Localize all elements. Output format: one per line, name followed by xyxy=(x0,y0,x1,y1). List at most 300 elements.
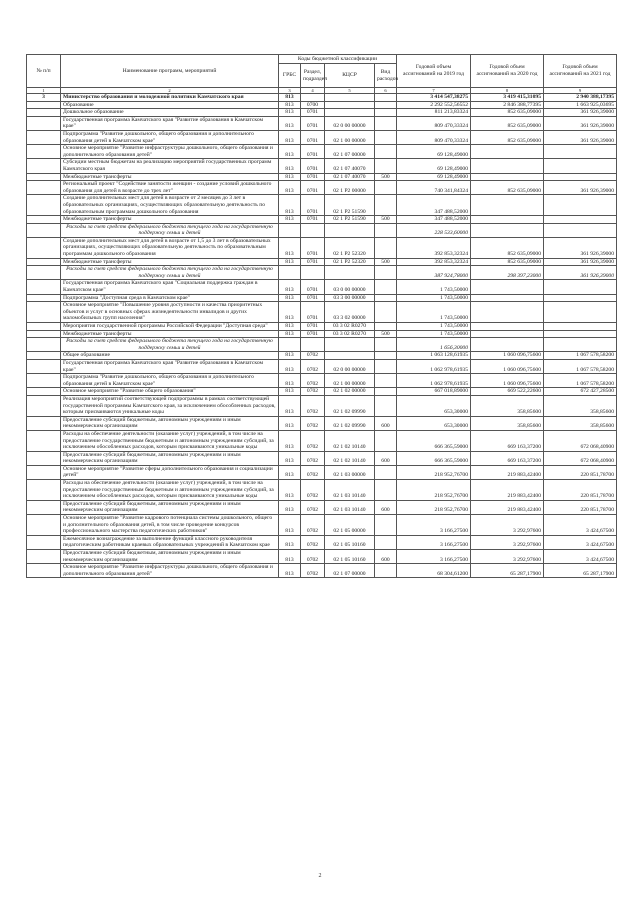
row-vr xyxy=(375,195,397,216)
row-amount-2019: 69 128,49000 xyxy=(397,159,471,173)
row-amount-2021: 361 926,39000 xyxy=(544,130,617,144)
header-2020: Годовой объем ассигнований на 2020 год xyxy=(471,55,544,88)
row-rz: 0701 xyxy=(301,258,325,266)
row-vr xyxy=(375,465,397,479)
row-rz: 0700 xyxy=(301,101,325,109)
row-amount-2020: 852 635,09000 xyxy=(471,258,544,266)
row-csr xyxy=(325,338,375,352)
row-name: Основное мероприятие "Развитие инфраструктуры дошкольного, общего образования и дополнительного образования детей" xyxy=(61,145,279,159)
index-cell: 5 xyxy=(325,88,375,94)
index-cell: 1 xyxy=(27,88,61,94)
row-vr xyxy=(375,116,397,130)
row-number xyxy=(27,430,61,451)
row-csr xyxy=(325,223,375,237)
row-number xyxy=(27,330,61,338)
table-row xyxy=(27,338,617,352)
row-amount-2020: 852 635,09000 xyxy=(471,181,544,195)
row-number xyxy=(27,258,61,266)
row-rz: 0702 xyxy=(301,500,325,514)
row-csr: 02 1 07 40070 xyxy=(325,159,375,173)
table-row xyxy=(27,173,617,181)
row-amount-2019: 347 488,52000 xyxy=(397,216,471,224)
row-csr: 02 1 07 00000 xyxy=(325,564,375,578)
row-name: Предоставление субсидий бюджетным, автономным учреждениям и иным некоммерческим организациям xyxy=(61,451,279,465)
row-amount-2019: 228 533,60000 xyxy=(397,223,471,237)
row-csr: 02 1 02 10140 xyxy=(325,430,375,451)
table-row xyxy=(27,430,617,451)
budget-document-page xyxy=(26,54,616,578)
row-amount-2019: 1 743,50000 xyxy=(397,280,471,294)
row-csr: 02 1 07 40070 xyxy=(325,173,375,181)
row-rz: 0702 xyxy=(301,451,325,465)
row-csr: 02 1 07 00000 xyxy=(325,145,375,159)
row-number xyxy=(27,181,61,195)
row-rz: 0702 xyxy=(301,515,325,536)
row-number xyxy=(27,416,61,430)
row-amount-2020: 852 635,09000 xyxy=(471,130,544,144)
row-vr xyxy=(375,101,397,109)
row-vr xyxy=(375,388,397,396)
row-csr: 03 0 00 00000 xyxy=(325,280,375,294)
row-grbs: 813 xyxy=(279,159,301,173)
row-number xyxy=(27,173,61,181)
row-amount-2019: 69 128,49000 xyxy=(397,145,471,159)
row-amount-2019: 218 952,76700 xyxy=(397,465,471,479)
row-amount-2021: 220 851,78700 xyxy=(544,465,617,479)
header-rz: Раздел, подраздел xyxy=(301,64,325,88)
row-grbs: 813 xyxy=(279,237,301,258)
row-amount-2020: 3 292,97600 xyxy=(471,550,544,564)
row-rz: 0701 xyxy=(301,330,325,338)
table-row xyxy=(27,101,617,109)
row-grbs: 813 xyxy=(279,323,301,331)
row-csr xyxy=(325,109,375,117)
row-vr xyxy=(375,237,397,258)
row-csr: 02 1 05 00000 xyxy=(325,515,375,536)
row-grbs: 813 xyxy=(279,145,301,159)
row-grbs: 813 xyxy=(279,430,301,451)
table-row xyxy=(27,330,617,338)
row-name: Расходы на обеспечение деятельности (оказание услуг) учреждений, в том числе на предоставление государственным бюджетным и автономным учреждениям субсидий, за исключением обособленных расходов, которым присваиваются уникальные коды xyxy=(61,480,279,501)
table-row xyxy=(27,266,617,280)
row-number xyxy=(27,564,61,578)
table-row xyxy=(27,130,617,144)
row-vr xyxy=(375,338,397,352)
row-vr xyxy=(375,94,397,102)
table-row xyxy=(27,280,617,294)
row-rz: 0702 xyxy=(301,480,325,501)
row-amount-2020: 219 883,42400 xyxy=(471,465,544,479)
row-name: Основное мероприятие "Повышение уровня доступности и качества приоритетных объектов и услуг в основных сферах жизнедеятельности инвалидов и других маломобильных групп населения" xyxy=(61,302,279,323)
row-amount-2019: 667 018,89000 xyxy=(397,388,471,396)
header-codes-group: Коды бюджетной классификации xyxy=(279,55,397,64)
row-number xyxy=(27,266,61,280)
row-name: Дошкольное образование xyxy=(61,109,279,117)
row-amount-2019: 1 743,50000 xyxy=(397,294,471,302)
row-amount-2021 xyxy=(544,195,617,216)
table-row xyxy=(27,388,617,396)
row-amount-2020: 3 292,97600 xyxy=(471,515,544,536)
row-rz: 0702 xyxy=(301,465,325,479)
row-csr: 02 1 02 09990 xyxy=(325,416,375,430)
row-amount-2021: 65 287,17900 xyxy=(544,564,617,578)
table-row xyxy=(27,323,617,331)
table-row xyxy=(27,145,617,159)
table-row xyxy=(27,294,617,302)
row-csr: 02 1 02 10140 xyxy=(325,451,375,465)
row-amount-2020: 669 163,37200 xyxy=(471,451,544,465)
row-amount-2019: 392 853,32324 xyxy=(397,237,471,258)
table-row xyxy=(27,237,617,258)
page-number: 2 xyxy=(318,873,322,879)
row-rz: 0702 xyxy=(301,395,325,416)
row-grbs: 813 xyxy=(279,258,301,266)
row-name: Субсидии местным бюджетам на реализацию мероприятий государственных программ Камчатского края xyxy=(61,159,279,173)
header-name: Наименование программ, мероприятий xyxy=(61,55,279,88)
row-name: Подпрограмма "Развитие дошкольного, общего образования и дополнительного образования детей в Камчатском крае" xyxy=(61,130,279,144)
row-vr xyxy=(375,266,397,280)
row-name: Создание дополнительных мест для детей в возрасте от 2 месяцев до 3 лет в образовательных организациях, осуществляющих образовательную деятельность по образовательным программам дошкольного образования xyxy=(61,195,279,216)
table-row xyxy=(27,216,617,224)
table-row xyxy=(27,258,617,266)
header-grbs: ГРБС xyxy=(279,64,301,88)
row-rz: 0702 xyxy=(301,388,325,396)
index-cell: 6 xyxy=(375,88,397,94)
row-csr: 03 3 02 00000 xyxy=(325,302,375,323)
row-vr xyxy=(375,515,397,536)
row-grbs xyxy=(279,338,301,352)
row-csr: 02 1 P2 52320 xyxy=(325,237,375,258)
row-number xyxy=(27,302,61,323)
row-grbs: 813 xyxy=(279,564,301,578)
row-number xyxy=(27,388,61,396)
row-amount-2021: 2 940 388,17395 xyxy=(544,94,617,102)
row-amount-2020: 1 060 096,75600 xyxy=(471,359,544,373)
row-rz: 0702 xyxy=(301,430,325,451)
row-name: Межбюджетные трансферты xyxy=(61,330,279,338)
row-rz: 0702 xyxy=(301,564,325,578)
row-vr: 500 xyxy=(375,330,397,338)
row-grbs: 813 xyxy=(279,352,301,360)
row-number xyxy=(27,159,61,173)
row-amount-2020: 65 287,17900 xyxy=(471,564,544,578)
table-row xyxy=(27,302,617,323)
table-row xyxy=(27,109,617,117)
row-amount-2021 xyxy=(544,338,617,352)
row-rz: 0701 xyxy=(301,181,325,195)
row-grbs xyxy=(279,223,301,237)
row-rz: 0701 xyxy=(301,109,325,117)
row-number xyxy=(27,323,61,331)
row-name: Основное мероприятие "Развитие общего образования" xyxy=(61,388,279,396)
row-vr xyxy=(375,480,397,501)
row-grbs: 813 xyxy=(279,195,301,216)
header-csr: КЦСР xyxy=(325,64,375,88)
row-number xyxy=(27,223,61,237)
row-rz: 0701 xyxy=(301,195,325,216)
row-number xyxy=(27,338,61,352)
row-csr: 02 1 02 00000 xyxy=(325,388,375,396)
row-rz: 0701 xyxy=(301,145,325,159)
row-number xyxy=(27,395,61,416)
row-vr: 500 xyxy=(375,173,397,181)
table-row xyxy=(27,416,617,430)
table-row xyxy=(27,116,617,130)
row-rz: 0701 xyxy=(301,216,325,224)
row-number xyxy=(27,116,61,130)
row-vr: 600 xyxy=(375,500,397,514)
table-row xyxy=(27,550,617,564)
row-vr: 600 xyxy=(375,416,397,430)
row-amount-2019: 666 365,59000 xyxy=(397,430,471,451)
row-rz xyxy=(301,266,325,280)
row-amount-2020 xyxy=(471,330,544,338)
row-number xyxy=(27,451,61,465)
row-amount-2019: 3 166,27500 xyxy=(397,535,471,549)
row-amount-2020: 219 883,42400 xyxy=(471,500,544,514)
row-amount-2019: 666 365,59000 xyxy=(397,451,471,465)
row-rz: 0701 xyxy=(301,280,325,294)
row-rz xyxy=(301,223,325,237)
row-vr xyxy=(375,430,397,451)
row-grbs: 813 xyxy=(279,500,301,514)
row-grbs: 813 xyxy=(279,465,301,479)
row-grbs: 813 xyxy=(279,330,301,338)
index-cell: 2 xyxy=(61,88,279,94)
row-grbs: 813 xyxy=(279,451,301,465)
row-number xyxy=(27,280,61,294)
row-grbs: 813 xyxy=(279,109,301,117)
row-rz xyxy=(301,94,325,102)
row-number xyxy=(27,480,61,501)
row-csr: 03 3 02 R0270 xyxy=(325,323,375,331)
row-amount-2020 xyxy=(471,223,544,237)
table-body xyxy=(27,94,617,578)
table-row xyxy=(27,451,617,465)
row-vr xyxy=(375,323,397,331)
row-rz: 0702 xyxy=(301,352,325,360)
row-rz: 0701 xyxy=(301,294,325,302)
row-name: Межбюджетные трансферты xyxy=(61,216,279,224)
table-row xyxy=(27,515,617,536)
row-csr: 02 1 03 00000 xyxy=(325,465,375,479)
row-vr: 600 xyxy=(375,550,397,564)
row-amount-2020 xyxy=(471,338,544,352)
row-amount-2019: 1 656,30000 xyxy=(397,338,471,352)
row-name: Межбюджетные трансферты xyxy=(61,258,279,266)
row-amount-2019: 1 743,50000 xyxy=(397,323,471,331)
row-vr xyxy=(375,374,397,388)
row-rz: 0701 xyxy=(301,237,325,258)
row-grbs: 813 xyxy=(279,94,301,102)
row-rz xyxy=(301,338,325,352)
row-amount-2019: 3 414 547,38275 xyxy=(397,94,471,102)
row-name: Предоставление субсидий бюджетным, автономным учреждениям и иным некоммерческим организациям xyxy=(61,550,279,564)
row-vr xyxy=(375,159,397,173)
row-amount-2019: 392 853,32324 xyxy=(397,258,471,266)
row-rz: 0701 xyxy=(301,302,325,323)
row-amount-2021: 672 068,40900 xyxy=(544,430,617,451)
row-name: Расходы за счет средств федерального бюджета текущего года на государственную поддержку семьи и детей xyxy=(61,338,279,352)
row-number xyxy=(27,216,61,224)
row-amount-2021: 361 926,39000 xyxy=(544,266,617,280)
row-csr: 02 1 02 09990 xyxy=(325,395,375,416)
row-amount-2020 xyxy=(471,159,544,173)
row-grbs xyxy=(279,266,301,280)
row-amount-2020 xyxy=(471,280,544,294)
row-name: Расходы за счет средств федерального бюджета текущего года на государственную поддержку семьи и детей xyxy=(61,266,279,280)
row-number xyxy=(27,359,61,373)
row-name: Основное мероприятие "Развитие инфраструктуры дошкольного, общего образования и дополнительного образования детей" xyxy=(61,564,279,578)
row-vr: 500 xyxy=(375,258,397,266)
row-number xyxy=(27,101,61,109)
row-amount-2020: 1 060 096,75600 xyxy=(471,374,544,388)
row-csr xyxy=(325,101,375,109)
row-grbs: 813 xyxy=(279,116,301,130)
index-cell: 4 xyxy=(301,88,325,94)
row-amount-2019: 653,30000 xyxy=(397,416,471,430)
row-csr: 03 3 02 R0270 xyxy=(325,330,375,338)
row-number xyxy=(27,550,61,564)
row-amount-2019: 809 470,33324 xyxy=(397,130,471,144)
row-csr xyxy=(325,94,375,102)
row-name: Межбюджетные трансферты xyxy=(61,173,279,181)
row-vr xyxy=(375,181,397,195)
row-number xyxy=(27,130,61,144)
row-amount-2019: 1 063 128,61935 xyxy=(397,352,471,360)
header-num: № п/п xyxy=(27,55,61,88)
row-amount-2020 xyxy=(471,145,544,159)
row-number xyxy=(27,109,61,117)
row-amount-2020: 358,85600 xyxy=(471,395,544,416)
row-name: Министерство образования и молодежной политики Камчатского края xyxy=(61,94,279,102)
row-name: Реализация мероприятий соответствующей подпрограммы в рамках соответствующей государственной программы Камчатского края, за исключением обособленных расходов, которым присваиваются уникальные коды xyxy=(61,395,279,416)
row-amount-2021 xyxy=(544,323,617,331)
row-number xyxy=(27,374,61,388)
row-amount-2019: 811 213,83324 xyxy=(397,109,471,117)
row-amount-2021: 1 663 925,03695 xyxy=(544,101,617,109)
row-csr: 02 1 P2 51590 xyxy=(325,216,375,224)
table-row xyxy=(27,465,617,479)
row-number xyxy=(27,237,61,258)
row-name: Региональный проект "Содействие занятости женщин - создание условий дошкольного образования для детей в возрасте до трех лет" xyxy=(61,181,279,195)
row-amount-2021 xyxy=(544,145,617,159)
row-amount-2021 xyxy=(544,330,617,338)
row-amount-2020: 852 635,09000 xyxy=(471,116,544,130)
row-rz: 0701 xyxy=(301,116,325,130)
row-rz: 0701 xyxy=(301,323,325,331)
row-grbs: 813 xyxy=(279,359,301,373)
row-grbs: 813 xyxy=(279,216,301,224)
row-rz: 0702 xyxy=(301,550,325,564)
table-row xyxy=(27,395,617,416)
row-number xyxy=(27,145,61,159)
row-amount-2019: 347 488,52000 xyxy=(397,195,471,216)
row-amount-2020: 3 292,97600 xyxy=(471,535,544,549)
row-number: 3 xyxy=(27,94,61,102)
row-number xyxy=(27,465,61,479)
row-number xyxy=(27,500,61,514)
row-name: Образование xyxy=(61,101,279,109)
row-grbs: 813 xyxy=(279,395,301,416)
row-rz: 0701 xyxy=(301,159,325,173)
row-csr: 02 1 05 10160 xyxy=(325,535,375,549)
row-amount-2021: 361 926,39000 xyxy=(544,258,617,266)
row-vr xyxy=(375,280,397,294)
row-amount-2021 xyxy=(544,223,617,237)
row-amount-2021: 3 424,67500 xyxy=(544,515,617,536)
row-amount-2021: 3 424,67500 xyxy=(544,535,617,549)
row-vr xyxy=(375,109,397,117)
row-amount-2021: 358,85600 xyxy=(544,416,617,430)
row-amount-2021: 3 424,67500 xyxy=(544,550,617,564)
row-csr: 02 1 P2 52320 xyxy=(325,258,375,266)
row-name: Предоставление субсидий бюджетным, автономным учреждениям и иным некоммерческим организациям xyxy=(61,500,279,514)
row-csr xyxy=(325,266,375,280)
index-cell: 9 xyxy=(544,88,617,94)
row-number xyxy=(27,195,61,216)
row-vr xyxy=(375,145,397,159)
row-amount-2021 xyxy=(544,294,617,302)
row-amount-2021: 1 067 578,58200 xyxy=(544,359,617,373)
index-cell: 8 xyxy=(471,88,544,94)
row-name: Основное мероприятие "Развитие кадрового потенциала системы дошкольного, общего и дополнительного образования детей, в том числе проведение конкурсов профессионального мастерства педагогических работников" xyxy=(61,515,279,536)
row-grbs: 813 xyxy=(279,374,301,388)
row-amount-2019: 218 952,76700 xyxy=(397,500,471,514)
row-amount-2020: 852 635,09000 xyxy=(471,109,544,117)
row-vr xyxy=(375,352,397,360)
row-name: Расходы на обеспечение деятельности (оказание услуг) учреждений, в том числе на предоставление государственным бюджетным и автономным учреждениям субсидий, за исключением обособленных расходов, которым присваиваются уникальные коды xyxy=(61,430,279,451)
row-amount-2019: 387 924,78000 xyxy=(397,266,471,280)
row-amount-2020: 2 846 388,77395 xyxy=(471,101,544,109)
row-amount-2021 xyxy=(544,302,617,323)
row-amount-2020: 298 397,23000 xyxy=(471,266,544,280)
row-name: Ежемесячное вознаграждение за выполнение функций классного руководителя педагогическим работникам краевых образовательных учреждений в Камчатском крае xyxy=(61,535,279,549)
row-amount-2020: 852 635,09000 xyxy=(471,237,544,258)
table-row xyxy=(27,195,617,216)
row-amount-2021: 361 926,39000 xyxy=(544,109,617,117)
row-amount-2020: 669 522,22600 xyxy=(471,388,544,396)
table-row xyxy=(27,374,617,388)
row-amount-2019: 218 952,76700 xyxy=(397,480,471,501)
index-cell: 3 xyxy=(279,88,301,94)
row-grbs: 813 xyxy=(279,181,301,195)
row-amount-2019: 1 062 978,61935 xyxy=(397,359,471,373)
row-csr: 02 1 P2 51590 xyxy=(325,195,375,216)
row-rz: 0702 xyxy=(301,374,325,388)
row-csr: 02 1 00 00000 xyxy=(325,374,375,388)
row-amount-2019: 3 166,27500 xyxy=(397,515,471,536)
row-amount-2019: 740 341,84324 xyxy=(397,181,471,195)
row-amount-2020: 358,85600 xyxy=(471,416,544,430)
row-rz: 0702 xyxy=(301,359,325,373)
table-header xyxy=(27,55,617,94)
row-amount-2021 xyxy=(544,216,617,224)
row-vr xyxy=(375,130,397,144)
row-csr: 02 0 00 00000 xyxy=(325,116,375,130)
row-vr xyxy=(375,294,397,302)
row-vr xyxy=(375,535,397,549)
row-amount-2019: 809 470,33324 xyxy=(397,116,471,130)
row-amount-2019: 68 304,61200 xyxy=(397,564,471,578)
row-vr: 600 xyxy=(375,451,397,465)
row-name: Государственная программа Камчатского края "Развитие образования в Камчатском крае" xyxy=(61,359,279,373)
row-amount-2020 xyxy=(471,195,544,216)
row-amount-2020 xyxy=(471,294,544,302)
row-number xyxy=(27,535,61,549)
row-amount-2021: 1 067 578,58200 xyxy=(544,352,617,360)
row-grbs: 813 xyxy=(279,515,301,536)
